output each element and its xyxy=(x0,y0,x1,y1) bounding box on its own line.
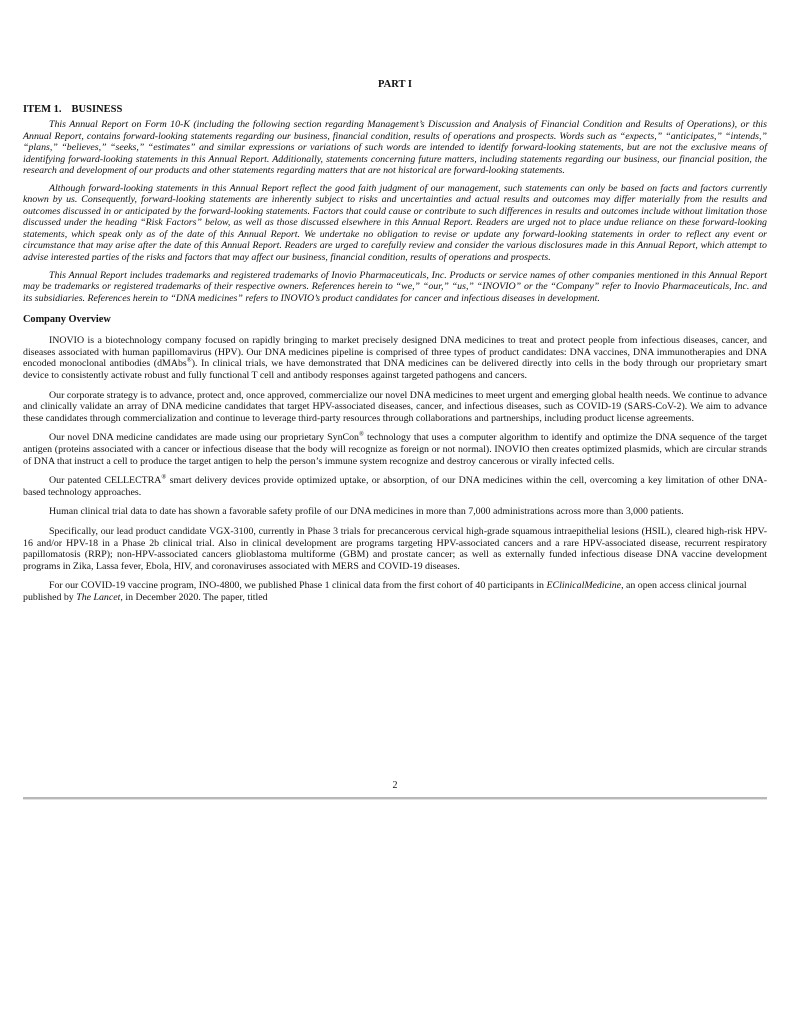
registered-mark: ® xyxy=(358,431,364,439)
footer-divider xyxy=(23,797,767,800)
page-footer xyxy=(23,780,767,800)
syncon-paragraph: Our novel DNA medicine candidates are made using our proprietary SynCon® technology that uses a computer algorithm to identify and optimize the DNA sequence of the target antigen (proteins associated with a cancer or infectious disease that the body will recognize as foreign or not normal). INOVIO then creates optimized plasmids, which are circular strands of DNA that instruct a cell to produce the target antigen to help the person’s immune system recognize and destroy cancerous or virally infected cells. xyxy=(23,431,767,467)
item-number: ITEM 1. xyxy=(23,104,62,115)
journal-name: EClinicalMedicine xyxy=(546,580,622,592)
trademark-paragraph: This Annual Report includes trademarks and registered trademarks of Inovio Pharmaceuticals, Inc. Products or service names of other companies mentioned in this Annual Report may be trademarks or registered trademarks of their respective owners. References herein to “we,” “our,” “us,” “INOVIO” or the “Company” refer to Inovio Pharmaceuticals, Inc. and its subsidiaries. References herein to “DNA medicines” refers to INOVIO’s product candidates for cancer and infectious diseases in development. xyxy=(23,269,767,304)
safety-paragraph: Human clinical trial data to date has shown a favorable safety profile of our DNA medicines in more than 7,000 administrations across more than 3,000 patients. xyxy=(49,506,684,518)
item-heading xyxy=(23,103,767,116)
pipeline-paragraph: Specifically, our lead product candidate VGX-3100, currently in Phase 3 trials for precancerous cervical high-grade squamous intraepithelial lesions (HSIL), cleared high-risk HPV-16 and/or HPV-18 in a Phase 2b clinical trial. Also in clinical development are programs targeting HPV-associated cancers and a rare HPV-associated disease, recurrent respiratory papillomatosis (RRP); non-HPV-associated cancers glioblastoma multiforme (GBM) and prostate cancer; as well as externally funded infectious disease DNA vaccine development programs in Zika, Lassa fever, Ebola, HIV, and coronaviruses associated with MERS and COVID-19 diseases. xyxy=(23,525,767,572)
registered-mark: ® xyxy=(186,357,192,365)
page-number: 2 xyxy=(392,780,398,791)
publisher-name: The Lancet xyxy=(76,591,121,603)
strategy-paragraph: Our corporate strategy is to advance, protect and, once approved, commercialize our novel DNA medicines to meet urgent and emerging global health needs. We continue to advance and clinically validate an array of DNA medicine candidates that target HPV-associated diseases, cancer, and infectious diseases, such as COVID-19 (SARS-CoV-2). We aim to advance these candidates through commercialization and continue to leverage third-party resources through collaborations and partnerships, including product license agreements. xyxy=(23,389,767,424)
part-heading: PART I xyxy=(378,79,412,90)
cellectra-paragraph: Our patented CELLECTRA® smart delivery devices provide optimized uptake, or absorption, of our DNA medicines within the cell, overcoming a key limitation of other DNA-based technology approaches. xyxy=(23,473,767,498)
document-page xyxy=(23,78,767,611)
forward-looking-paragraph: Although forward-looking statements in this Annual Report reflect the good faith judgment of our management, such statements can only be based on facts and factors currently known by us. Consequently, forward-looking statements are inherently subject to risks and uncertainties and actual results and outcomes may differ materially from the results and outcomes discussed in or anticipated by the forward-looking statements. Factors that could cause or contribute to such differences in results and outcomes include without limitation those discussed under the heading “Risk Factors” below, as well as those discussed elsewhere in this Annual Report. Readers are urged not to place undue reliance on these forward-looking statements, which speak only as of the date of this Annual Report. We undertake no obligation to revise or update any forward-looking statements in order to reflect any event or circumstance that may arise after the date of this Annual Report. Readers are urged to carefully review and consider the various disclosures made in this Annual Report, which attempt to advise interested parties of the risks and factors that may affect our business, financial condition, results of operations and prospects. xyxy=(23,182,767,264)
covid-program-paragraph: For our COVID-19 vaccine program, INO-4800, we published Phase 1 clinical data from the first cohort of 40 participants in EClinicalMedicine, an open access clinical journal published by The Lancet, in December 2020. The paper, titled xyxy=(23,580,747,603)
company-overview-heading: Company Overview xyxy=(23,314,111,326)
overview-paragraph: INOVIO is a biotechnology company focused on rapidly bringing to market precisely designed DNA medicines to treat and protect people from infectious diseases, cancer, and diseases associated with human papillomavirus (HPV). Our DNA medicines pipeline is comprised of three types of product candidates: DNA vaccines, DNA immunotherapies and DNA encoded monoclonal antibodies (dMAbs®). In clinical trials, we have demonstrated that DNA medicines can be delivered directly into cells in the body through our proprietary smart device to consistently activate robust and fully functional T cell and antibody responses against targeted pathogens and cancers. xyxy=(23,335,768,381)
forward-looking-paragraph: This Annual Report on Form 10-K (including the following section regarding Management’s Discussion and Analysis of Financial Condition and Results of Operations), or this Annual Report, contains forward-looking statements regarding our business, financial condition, results of operations and prospects. Words such as “expects,” “anticipates,” “intends,” “plans,” “believes,” “seeks,” “estimates” and similar expressions or variations of such words are intended to identify forward-looking statements, but are not the exclusive means of identifying forward-looking statements in this Annual Report. Additionally, statements concerning future matters, including statements regarding our business, our financial position, the research and development of our products and other statements regarding matters that are not historical are forward-looking statements. xyxy=(23,119,767,177)
registered-mark: ® xyxy=(161,473,167,481)
item-title: BUSINESS xyxy=(71,104,123,115)
